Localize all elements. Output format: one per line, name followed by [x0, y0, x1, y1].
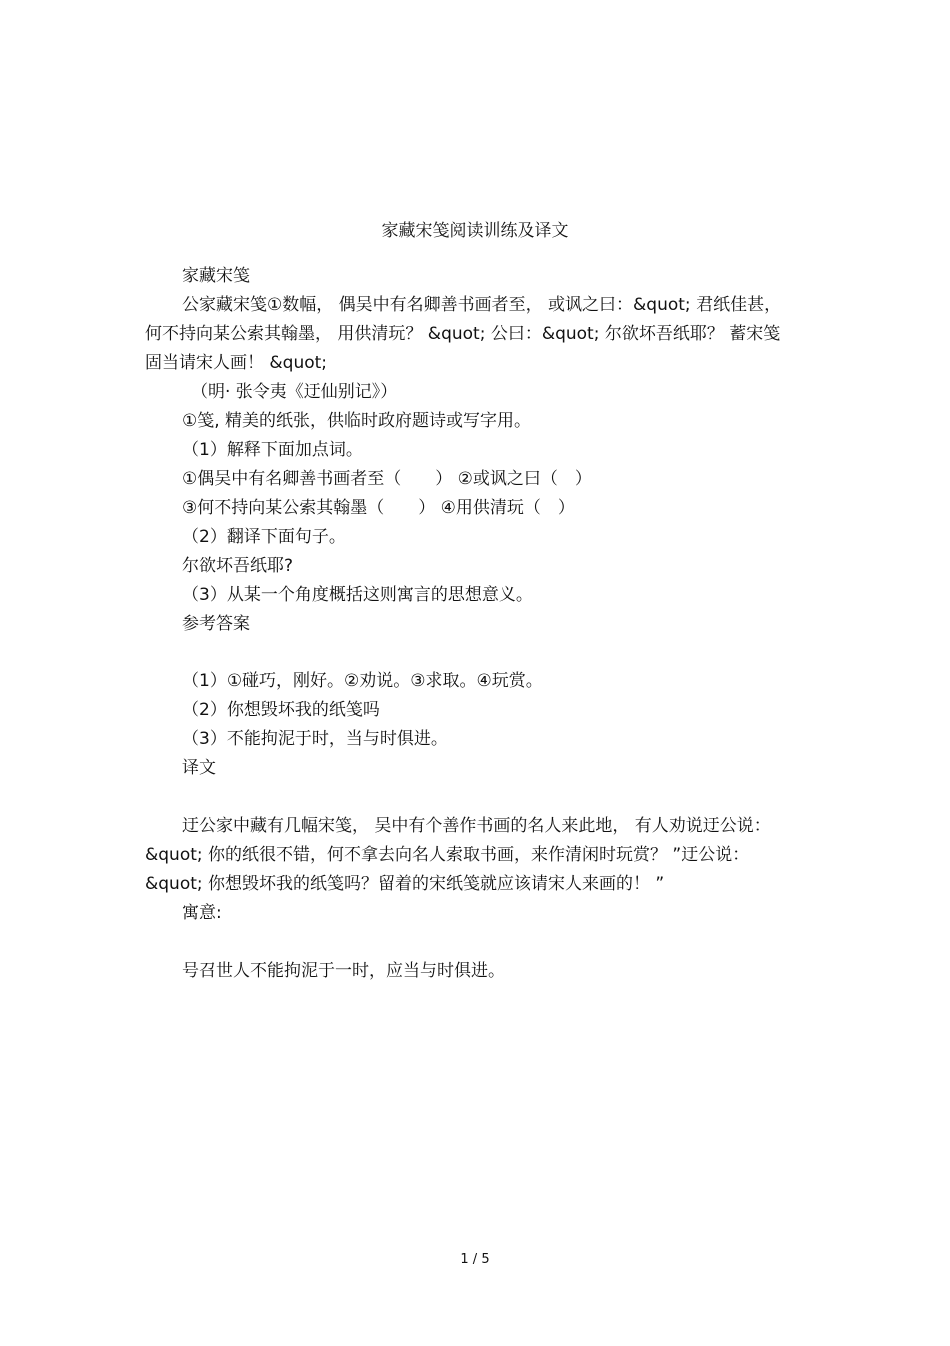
- question-2-sentence: 尔欲坏吾纸耶?: [182, 556, 294, 576]
- question-3: （3）从某一个角度概括这则寓言的思想意义。: [182, 585, 533, 605]
- question-2: （2）翻译下面句子。: [182, 527, 346, 547]
- translation-line-2: &quot; 你的纸很不错，何不拿去向名人索取书画，来作清闲时玩赏？ ”迂公说：: [145, 845, 750, 865]
- passage-line-3: 固当请宋人画！ &quot;: [145, 353, 328, 373]
- answer-3: （3）不能拘泥于时，当与时俱进。: [182, 729, 448, 749]
- passage-source: （明· 张令夷《迂仙别记》）: [191, 382, 398, 402]
- question-1-items-a: ①偶吴中有名卿善书画者至（ ） ②或讽之曰（ ）: [182, 469, 592, 489]
- document-title: 家藏宋笺阅读训练及译文: [381, 221, 569, 241]
- answer-2: （2）你想毁坏我的纸笺吗: [182, 700, 380, 720]
- moral-heading: 寓意:: [182, 903, 222, 923]
- question-1-items-b: ③何不持向某公索其翰墨（ ） ④用供清玩（ ）: [182, 498, 575, 518]
- translation-line-1: 迂公家中藏有几幅宋笺， 吴中有个善作书画的名人来此地， 有人劝说迂公说：: [182, 816, 771, 836]
- passage-line-1: 公家藏宋笺①数幅， 偶吴中有名卿善书画者至， 或讽之曰：&quot; 君纸佳甚，: [182, 295, 782, 315]
- question-1: （1）解释下面加点词。: [182, 440, 363, 460]
- moral-text: 号召世人不能拘泥于一时，应当与时俱进。: [182, 961, 505, 981]
- translation-line-3: &quot; 你想毁坏我的纸笺吗？留着的宋纸笺就应该请宋人来画的！ ”: [145, 874, 665, 894]
- translation-heading: 译文: [182, 758, 216, 778]
- passage-line-2: 何不持向某公索其翰墨， 用供清玩？ &quot; 公曰：&quot; 尔欲坏吾纸耶？ 蓄宋笺: [145, 324, 781, 344]
- answer-1: （1）①碰巧，刚好。②劝说。③求取。④玩赏。: [182, 671, 543, 691]
- page-number: 1 / 5: [460, 1252, 490, 1267]
- footnote: ①笺, 精美的纸张，供临时政府题诗或写字用。: [182, 411, 532, 431]
- answers-heading: 参考答案: [182, 614, 250, 634]
- passage-heading: 家藏宋笺: [182, 266, 250, 286]
